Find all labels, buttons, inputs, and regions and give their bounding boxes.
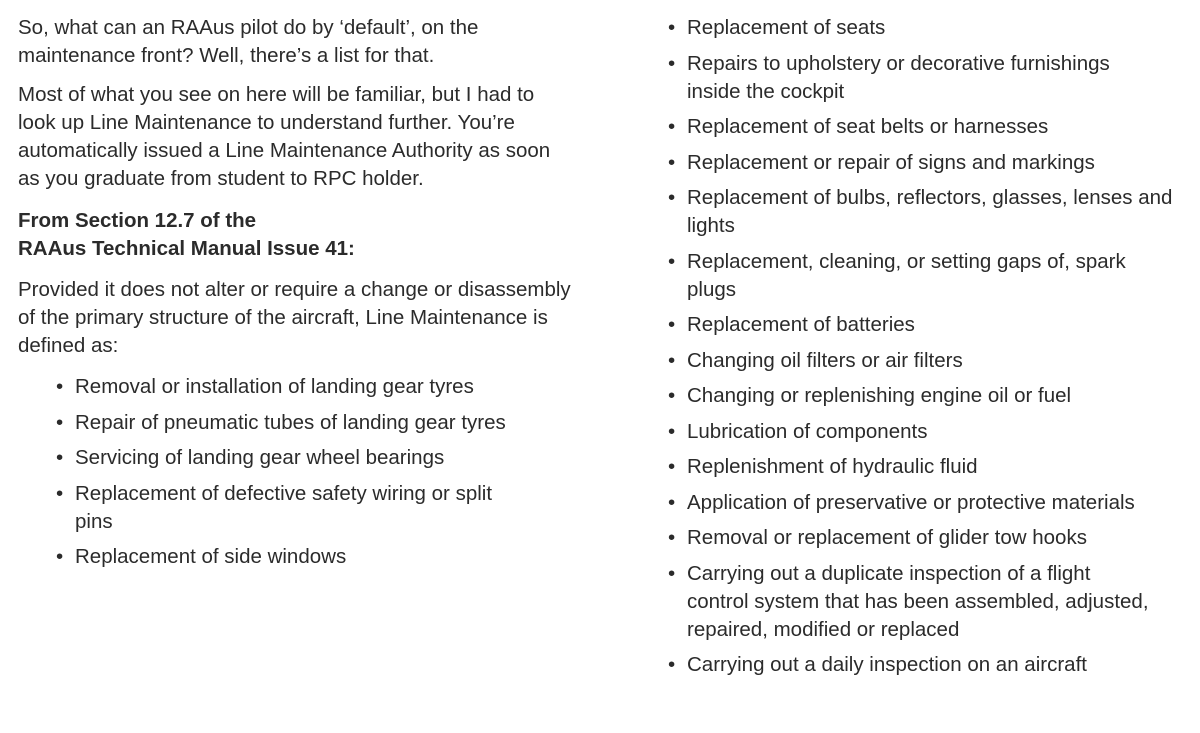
list-item-text: Removal or replacement of glider tow hooks bbox=[687, 526, 1087, 549]
intro-paragraph: So, what can an RAAus pilot do by ‘default’, on the maintenance front? Well, there’s a list for that. bbox=[18, 16, 479, 67]
list-item bbox=[668, 524, 1198, 552]
bullet-icon: • bbox=[668, 419, 676, 443]
bullet-icon: • bbox=[668, 16, 676, 39]
list-item-text: Replacement of seat belts or harnesses bbox=[687, 115, 1049, 138]
list-item bbox=[56, 373, 598, 401]
list-item-text: Application of preservative or protective materials bbox=[687, 490, 1135, 514]
bullet-icon: • bbox=[56, 446, 64, 469]
list-item-text: Repair of pneumatic tubes of landing gear tyres bbox=[75, 410, 506, 434]
list-item-text: Replacement of side windows bbox=[75, 545, 347, 568]
list-item-text: Servicing of landing gear wheel bearings bbox=[75, 446, 445, 469]
bullet-icon: • bbox=[668, 455, 676, 478]
list-item-text: Changing or replenishing engine oil or fuel bbox=[687, 384, 1072, 407]
list-item bbox=[668, 347, 1198, 375]
list-item bbox=[668, 248, 1127, 304]
list-item bbox=[668, 184, 1200, 240]
list-item-text: Changing oil filters or air filters bbox=[687, 348, 963, 372]
bullet-icon: • bbox=[56, 410, 64, 434]
list-item bbox=[668, 418, 1198, 446]
list-item bbox=[56, 543, 598, 571]
list-item-text: Replacement of seats bbox=[687, 16, 886, 39]
list-item bbox=[56, 409, 598, 437]
list-item-text: Lubrication of components bbox=[687, 419, 928, 443]
list-item-text: Carrying out a duplicate inspection of a flight control system that has been assembled, adjusted, repaired, modified or replaced bbox=[687, 561, 1149, 641]
list-item bbox=[668, 149, 1198, 177]
list-item bbox=[668, 50, 1157, 106]
bullet-icon: • bbox=[668, 490, 676, 514]
list-item-text: Carrying out a daily inspection on an aircraft bbox=[687, 653, 1087, 676]
line-maintenance-paragraph: Most of what you see on here will be familiar, but I had to look up Line Maintenance to understand further. You’re automatically issued a Line Maintenance Authority as soon as you graduate from student to RPC holder. bbox=[18, 83, 551, 190]
list-item bbox=[668, 560, 1157, 644]
bullet-icon: • bbox=[668, 348, 676, 372]
list-item bbox=[668, 311, 1198, 339]
list-item bbox=[668, 489, 1200, 517]
section-heading bbox=[18, 207, 598, 263]
list-item bbox=[668, 453, 1198, 481]
bullet-icon: • bbox=[668, 526, 676, 549]
list-item bbox=[56, 480, 495, 536]
right-column bbox=[668, 14, 1198, 687]
bullet-icon: • bbox=[668, 115, 676, 138]
bullet-icon: • bbox=[56, 481, 64, 505]
section-heading-line2: RAAus Technical Manual Issue 41: bbox=[18, 237, 355, 260]
bullet-icon: • bbox=[668, 653, 676, 676]
list-item bbox=[668, 113, 1198, 141]
left-maintenance-list bbox=[56, 373, 598, 571]
right-maintenance-list bbox=[668, 14, 1198, 679]
bullet-icon: • bbox=[668, 150, 676, 174]
list-item-text: Replenishment of hydraulic fluid bbox=[687, 455, 978, 478]
definition-paragraph: Provided it does not alter or require a change or disassembly of the primary structure of the aircraft, Line Maintenance is defined as: bbox=[18, 278, 571, 357]
list-item-text: Replacement of bulbs, reflectors, glasses, lenses and lights bbox=[687, 186, 1173, 237]
list-item-text: Replacement or repair of signs and markings bbox=[687, 150, 1095, 174]
list-item-text: Removal or installation of landing gear tyres bbox=[75, 375, 474, 398]
bullet-icon: • bbox=[668, 313, 676, 336]
bullet-icon: • bbox=[56, 545, 64, 568]
bullet-icon: • bbox=[668, 384, 676, 407]
left-column bbox=[18, 14, 598, 579]
bullet-icon: • bbox=[56, 375, 64, 398]
list-item bbox=[668, 14, 1198, 42]
bullet-icon: • bbox=[668, 51, 676, 75]
list-item bbox=[56, 444, 598, 472]
list-item-text: Replacement of batteries bbox=[687, 313, 915, 336]
list-item-text: Replacement, cleaning, or setting gaps of, spark plugs bbox=[687, 249, 1126, 301]
list-item bbox=[668, 651, 1198, 679]
section-heading-line1: From Section 12.7 of the bbox=[18, 209, 257, 232]
bullet-icon: • bbox=[668, 561, 676, 585]
bullet-icon: • bbox=[668, 186, 676, 209]
list-item bbox=[668, 382, 1198, 410]
list-item-text: Repairs to upholstery or decorative furnishings inside the cockpit bbox=[687, 51, 1110, 103]
list-item-text: Replacement of defective safety wiring or split pins bbox=[75, 481, 493, 533]
bullet-icon: • bbox=[668, 249, 676, 273]
